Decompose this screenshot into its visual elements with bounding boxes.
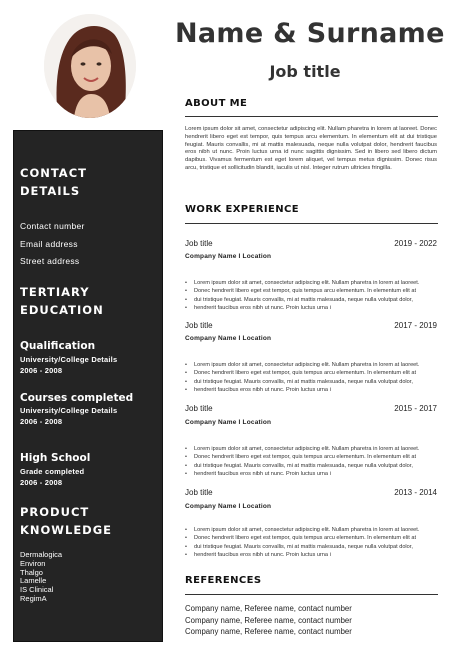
- education-detail-text: University/College Details: [20, 406, 118, 415]
- contact-heading-line1: CONTACT: [20, 166, 87, 180]
- job-company: Company Name I Location: [185, 419, 272, 426]
- bullet-item: • Donec hendrerit libero eget est tempor, quis tempus arcu elementum. In elementum elit at: [194, 287, 452, 295]
- education-title: Courses completed: [20, 392, 134, 404]
- bullet-item: • Lorem ipsum dolor sit amet, consectetur adipiscing elit. Nullam pharetra in lorem at laoreet.: [194, 445, 452, 453]
- product-item: IS Clinical: [20, 585, 54, 595]
- bullet-item: • Lorem ipsum dolor sit amet, consectetur adipiscing elit. Nullam pharetra in lorem at laoreet.: [194, 361, 452, 369]
- about-heading: ABOUT ME: [185, 98, 248, 109]
- bullet-item: • hendrerit faucibus eros nibh ut nunc. Proin luctus urna i: [194, 470, 452, 478]
- job-bullets: [185, 526, 452, 560]
- bullet-item: • Lorem ipsum dolor sit amet, consectetur adipiscing elit. Nullam pharetra in lorem at laoreet.: [194, 279, 452, 287]
- job-company: Company Name I Location: [185, 335, 272, 342]
- education-detail-text: University/College Details: [20, 355, 118, 364]
- bullet-item: • Donec hendrerit libero eget est tempor, quis tempus arcu elementum. In elementum elit at: [194, 534, 452, 542]
- education-title: Qualification: [20, 340, 96, 352]
- job-dates: 2013 - 2014: [394, 488, 437, 497]
- education-title: High School: [20, 452, 91, 464]
- bullet-item: • Donec hendrerit libero eget est tempor, quis tempus arcu elementum. In elementum elit at: [194, 369, 452, 377]
- work-experience-heading: WORK EXPERIENCE: [185, 204, 299, 215]
- references-divider: [185, 594, 438, 595]
- email-address: Email address: [20, 239, 78, 249]
- product-item: RegimA: [20, 593, 47, 603]
- education-heading-line2: EDUCATION: [20, 303, 104, 317]
- about-text: Lorem ipsum dolor sit amet, consectetur adipiscing elit. Nullam pharetra in lorem at laoreet. Donec hendrerit libero eget est tempor, quis tempus arcu elementum. In elementum elit at dui tristique feugiat. Mauris convallis, mi at mattis malesuada, neque nulla volutpat dolor, hendrerit faucibus eros nibh ut nunc. Proin luctus urna id nunc sagittis dignissim. Sed in libero sed libero dictum dapibus. Vivamus fermentum est eget lorem aliquet, vel tempus metus dignissim. Donec risus arcu, tristique et sollicitudin blandit, iaculis ut nisl. Integer rutrum ultricies fringilla.: [185, 126, 437, 171]
- education-years: 2006 - 2008: [20, 477, 63, 487]
- education-heading: [20, 283, 104, 319]
- job-title: Job title: [185, 321, 213, 330]
- job-company: Company Name I Location: [185, 253, 272, 260]
- bullet-item: • Donec hendrerit libero eget est tempor, quis tempus arcu elementum. In elementum elit at: [194, 453, 452, 461]
- education-years: 2006 - 2008: [20, 416, 63, 426]
- job-dates: 2017 - 2019: [394, 321, 437, 330]
- bullet-item: • Lorem ipsum dolor sit amet, consectetur adipiscing elit. Nullam pharetra in lorem at laoreet.: [194, 526, 452, 534]
- name-heading: Name & Surname: [175, 18, 445, 49]
- reference-item: Company name, Referee name, contact number: [185, 615, 352, 625]
- job-row: [185, 404, 437, 413]
- product-item: Lamelle: [20, 576, 47, 586]
- bullet-item: • dui tristique feugiat. Mauris convallis, mi at mattis malesuada, neque nulla volutpat dolor,: [194, 543, 452, 551]
- education-detail: [20, 355, 117, 376]
- job-title: Job title: [185, 488, 213, 497]
- product-heading-line1: PRODUCT: [20, 505, 90, 519]
- references-heading: REFERENCES: [185, 575, 262, 586]
- reference-item: Company name, Referee name, contact number: [185, 604, 352, 613]
- bullet-item: • dui tristique feugiat. Mauris convallis, mi at mattis malesuada, neque nulla volutpat dolor,: [194, 378, 452, 386]
- product-item: Environ: [20, 558, 46, 568]
- product-heading-line2: KNOWLEDGE: [20, 523, 113, 537]
- job-company: Company Name I Location: [185, 503, 272, 510]
- education-detail: [20, 467, 84, 488]
- product-item: Dermalogica: [20, 550, 63, 559]
- job-title: Job title: [185, 239, 213, 248]
- job-dates: 2019 - 2022: [394, 239, 437, 248]
- job-row: [185, 488, 437, 497]
- job-bullets: [185, 361, 452, 395]
- product-item: Thalgo: [20, 567, 43, 577]
- bullet-item: • dui tristique feugiat. Mauris convallis, mi at mattis malesuada, neque nulla volutpat dolor,: [194, 296, 452, 304]
- references-list: [185, 603, 352, 638]
- profile-photo: [44, 14, 136, 118]
- bullet-item: • hendrerit faucibus eros nibh ut nunc. Proin luctus urna i: [194, 551, 452, 559]
- education-heading-line1: TERTIARY: [20, 285, 90, 299]
- education-years: 2006 - 2008: [20, 365, 63, 375]
- contact-heading-line2: DETAILS: [20, 184, 81, 198]
- job-title-heading: Job title: [269, 62, 341, 81]
- job-title: Job title: [185, 404, 213, 413]
- education-detail-text: Grade completed: [20, 467, 85, 476]
- product-heading: [20, 503, 112, 539]
- education-detail: [20, 406, 117, 427]
- product-list: [20, 551, 62, 604]
- job-dates: 2015 - 2017: [394, 404, 437, 413]
- street-address: Street address: [20, 256, 80, 266]
- work-experience-divider: [185, 223, 438, 224]
- job-row: [185, 321, 437, 330]
- sidebar: [13, 130, 163, 642]
- contact-heading: [20, 164, 87, 200]
- bullet-item: • dui tristique feugiat. Mauris convallis, mi at mattis malesuada, neque nulla volutpat dolor,: [194, 462, 452, 470]
- contact-number: Contact number: [20, 221, 85, 231]
- job-row: [185, 239, 437, 248]
- bullet-item: • hendrerit faucibus eros nibh ut nunc. Proin luctus urna i: [194, 386, 452, 394]
- job-bullets: [185, 445, 452, 479]
- bullet-item: • hendrerit faucibus eros nibh ut nunc. Proin luctus urna i: [194, 304, 452, 312]
- job-bullets: [185, 279, 452, 313]
- reference-item: Company name, Referee name, contact number: [185, 627, 352, 636]
- about-divider: [185, 116, 438, 117]
